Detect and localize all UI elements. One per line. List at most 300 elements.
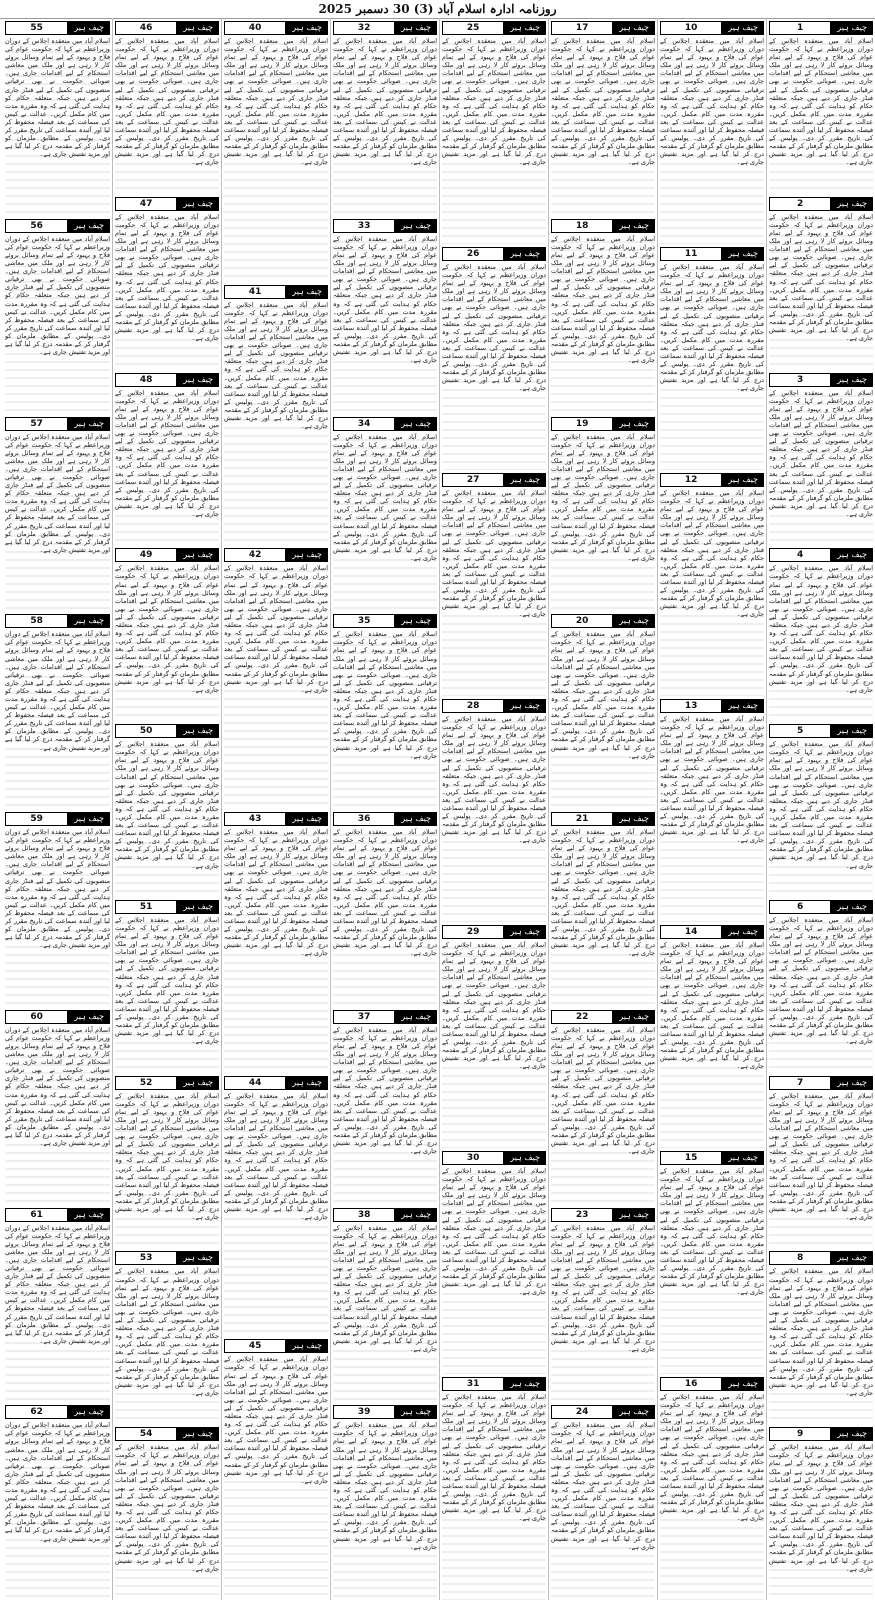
article-header [224, 548, 328, 562]
article-label: چیف ہیر [395, 21, 437, 35]
article [224, 809, 328, 1073]
article [769, 721, 873, 897]
article-header [551, 417, 655, 431]
article-body: اسلام آباد میں منعقدہ اجلاس کے دوران وزیراعظم نے کہا کہ حکومت عوام کی فلاح و بہبود کے لیے تمام وسائل بروئے کار لا رہی ہے اور ملک میں معاشی استحکام کے لیے اقدامات جاری ہیں۔ صوبائی حکومت نے بھی ترقیاتی منصوبوں کی تکمیل کے لیے فنڈز جاری کر دیے ہیں جبکہ متعلقہ حکام کو ہدایت کی گئی ہے کہ وہ مقررہ مدت میں کام مکمل کریں۔ عدالت نے کیس کی سماعت کے بعد فیصلہ محفوظ کر لیا اور آئندہ سماعت کی تاریخ مقرر کر دی۔ پولیس کے مطابق ملزمان کو گرفتار کر کے مقدمہ درج کر لیا گیا ہے اور مزید تفتیش جاری ہے۔ [551, 1224, 655, 1403]
article [442, 1148, 546, 1374]
article-label: چیف ہیر [286, 285, 328, 299]
article-label: چیف ہیر [613, 219, 655, 233]
article-body: اسلام آباد میں منعقدہ اجلاس کے دوران وزیراعظم نے کہا کہ حکومت عوام کی فلاح و بہبود کے لیے تمام وسائل بروئے کار لا رہی ہے اور ملک میں معاشی استحکام کے لیے اقدامات جاری ہیں۔ صوبائی حکومت نے بھی ترقیاتی منصوبوں کی تکمیل کے لیے فنڈز جاری کر دیے ہیں جبکہ متعلقہ حکام کو ہدایت کی گئی ہے کہ وہ مقررہ مدت میں کام مکمل کریں۔ عدالت نے کیس کی سماعت کے بعد فیصلہ محفوظ کر لیا اور آئندہ سماعت کی تاریخ مقرر کر دی۔ پولیس کے مطابق ملزمان کو گرفتار کر کے مقدمہ درج کر لیا گیا ہے اور مزید تفتیش جاری ہے۔ [660, 263, 764, 470]
article [224, 18, 328, 282]
article-number: 21 [551, 812, 613, 826]
article-label: چیف ہیر [286, 812, 328, 826]
article-header [333, 417, 437, 431]
column [548, 18, 657, 1600]
article [333, 1007, 437, 1205]
article-body: اسلام آباد میں منعقدہ اجلاس کے دوران وزیراعظم نے کہا کہ حکومت عوام کی فلاح و بہبود کے لیے تمام وسائل بروئے کار لا رہی ہے اور ملک میں معاشی استحکام کے لیے اقدامات جاری ہیں۔ صوبائی حکومت نے بھی ترقیاتی منصوبوں کی تکمیل کے لیے فنڈز جاری کر دیے ہیں جبکہ متعلقہ حکام کو ہدایت کی گئی ہے کہ وہ مقررہ مدت میں کام مکمل کریں۔ عدالت نے کیس کی سماعت کے بعد فیصلہ محفوظ کر لیا اور آئندہ سماعت کی تاریخ مقرر کر دی۔ پولیس کے مطابق ملزمان کو گرفتار کر کے مقدمہ درج کر لیا گیا ہے اور مزید تفتیش جاری ہے۔ [5, 630, 110, 809]
article-label: چیف ہیر [831, 548, 873, 562]
article [769, 370, 873, 546]
article-label: چیف ہیر [504, 699, 546, 713]
article [333, 216, 437, 414]
article-label: چیف ہیر [831, 373, 873, 387]
article-label: چیف ہیر [177, 548, 219, 562]
article-label: چیف ہیر [395, 1010, 437, 1024]
masthead [0, 0, 875, 19]
article [769, 18, 873, 194]
article-number: 43 [224, 812, 286, 826]
article-label: چیف ہیر [831, 1251, 873, 1265]
article-body: اسلام آباد میں منعقدہ اجلاس کے دوران وزیراعظم نے کہا کہ حکومت عوام کی فلاح و بہبود کے لیے تمام وسائل بروئے کار لا رہی ہے اور ملک میں معاشی استحکام کے لیے اقدامات جاری ہیں۔ صوبائی حکومت نے بھی ترقیاتی منصوبوں کی تکمیل کے لیے فنڈز جاری کر دیے ہیں جبکہ متعلقہ حکام کو ہدایت کی گئی ہے کہ وہ مقررہ مدت میں کام مکمل کریں۔ عدالت نے کیس کی سماعت کے بعد فیصلہ محفوظ کر لیا اور آئندہ سماعت کی تاریخ مقرر کر دی۔ پولیس کے مطابق ملزمان کو گرفتار کر کے مقدمہ درج کر لیا گیا ہے اور مزید تفتیش جاری ہے۔ [5, 1026, 110, 1205]
article [660, 696, 764, 922]
article-header [769, 1427, 873, 1441]
article-label: چیف ہیر [68, 219, 110, 233]
article-header [115, 1251, 219, 1265]
article [115, 370, 219, 546]
article-body: اسلام آباد میں منعقدہ اجلاس کے دوران وزیراعظم نے کہا کہ حکومت عوام کی فلاح و بہبود کے لیے تمام وسائل بروئے کار لا رہی ہے اور ملک میں معاشی استحکام کے لیے اقدامات جاری ہیں۔ صوبائی حکومت نے بھی ترقیاتی منصوبوں کی تکمیل کے لیے فنڈز جاری کر دیے ہیں جبکہ متعلقہ حکام کو ہدایت کی گئی ہے کہ وہ مقررہ مدت میں کام مکمل کریں۔ عدالت نے کیس کی سماعت کے بعد فیصلہ محفوظ کر لیا اور آئندہ سماعت کی تاریخ مقرر کر دی۔ پولیس کے مطابق ملزمان کو گرفتار کر کے مقدمہ درج کر لیا گیا ہے اور مزید تفتیش جاری ہے۔ [224, 1355, 328, 1600]
article-header [224, 21, 328, 35]
article [769, 194, 873, 370]
article [333, 611, 437, 809]
article-label: چیف ہیر [177, 1076, 219, 1090]
article-label: چیف ہیر [395, 812, 437, 826]
article-body: اسلام آباد میں منعقدہ اجلاس کے دوران وزیراعظم نے کہا کہ حکومت عوام کی فلاح و بہبود کے لیے تمام وسائل بروئے کار لا رہی ہے اور ملک میں معاشی استحکام کے لیے اقدامات جاری ہیں۔ صوبائی حکومت نے بھی ترقیاتی منصوبوں کی تکمیل کے لیے فنڈز جاری کر دیے ہیں جبکہ متعلقہ حکام کو ہدایت کی گئی ہے کہ وہ مقررہ مدت میں کام مکمل کریں۔ عدالت نے کیس کی سماعت کے بعد فیصلہ محفوظ کر لیا اور آئندہ سماعت کی تاریخ مقرر کر دی۔ پولیس کے مطابق ملزمان کو گرفتار کر کے مقدمہ درج کر لیا گیا ہے اور مزید تفتیش جاری ہے۔ [115, 564, 219, 721]
article [551, 1402, 655, 1600]
article-number: 57 [5, 417, 68, 431]
article-body: اسلام آباد میں منعقدہ اجلاس کے دوران وزیراعظم نے کہا کہ حکومت عوام کی فلاح و بہبود کے لیے تمام وسائل بروئے کار لا رہی ہے اور ملک میں معاشی استحکام کے لیے اقدامات جاری ہیں۔ صوبائی حکومت نے بھی ترقیاتی منصوبوں کی تکمیل کے لیے فنڈز جاری کر دیے ہیں جبکہ متعلقہ حکام کو ہدایت کی گئی ہے کہ وہ مقررہ مدت میں کام مکمل کریں۔ عدالت نے کیس کی سماعت کے بعد فیصلہ محفوظ کر لیا اور آئندہ سماعت کی تاریخ مقرر کر دی۔ پولیس کے مطابق ملزمان کو گرفتار کر کے مقدمہ درج کر لیا گیا ہے اور مزید تفتیش جاری ہے۔ [551, 433, 655, 612]
article [769, 1248, 873, 1424]
article-number: 1 [769, 21, 831, 35]
article-body: اسلام آباد میں منعقدہ اجلاس کے دوران وزیراعظم نے کہا کہ حکومت عوام کی فلاح و بہبود کے لیے تمام وسائل بروئے کار لا رہی ہے اور ملک میں معاشی استحکام کے لیے اقدامات جاری ہیں۔ صوبائی حکومت نے بھی ترقیاتی منصوبوں کی تکمیل کے لیے فنڈز جاری کر دیے ہیں جبکہ متعلقہ حکام کو ہدایت کی گئی ہے کہ وہ مقررہ مدت میں کام مکمل کریں۔ عدالت نے کیس کی سماعت کے بعد فیصلہ محفوظ کر لیا اور آئندہ سماعت کی تاریخ مقرر کر دی۔ پولیس کے مطابق ملزمان کو گرفتار کر کے مقدمہ درج کر لیا گیا ہے اور مزید تفتیش جاری ہے۔ [5, 433, 110, 612]
article [769, 545, 873, 721]
article-number: 41 [224, 285, 286, 299]
article-body: اسلام آباد میں منعقدہ اجلاس کے دوران وزیراعظم نے کہا کہ حکومت عوام کی فلاح و بہبود کے لیے تمام وسائل بروئے کار لا رہی ہے اور ملک میں معاشی استحکام کے لیے اقدامات جاری ہیں۔ صوبائی حکومت نے بھی ترقیاتی منصوبوں کی تکمیل کے لیے فنڈز جاری کر دیے ہیں جبکہ متعلقہ حکام کو ہدایت کی گئی ہے کہ وہ مقررہ مدت میں کام مکمل کریں۔ عدالت نے کیس کی سماعت کے بعد فیصلہ محفوظ کر لیا اور آئندہ سماعت کی تاریخ مقرر کر دی۔ پولیس کے مطابق ملزمان کو گرفتار کر کے مقدمہ درج کر لیا گیا ہے اور مزید تفتیش جاری ہے۔ [551, 630, 655, 809]
masthead-title: روزنامہ ادارہ اسلام آباد (3) 30 دسمبر 2025 [318, 2, 557, 16]
article [442, 1374, 546, 1600]
article-number: 51 [115, 900, 177, 914]
article-number: 38 [333, 1208, 395, 1222]
article [224, 282, 328, 546]
article-number: 2 [769, 197, 831, 211]
article [224, 1336, 328, 1600]
article-header [551, 1405, 655, 1419]
article-body: اسلام آباد میں منعقدہ اجلاس کے دوران وزیراعظم نے کہا کہ حکومت عوام کی فلاح و بہبود کے لیے تمام وسائل بروئے کار لا رہی ہے اور ملک میں معاشی استحکام کے لیے اقدامات جاری ہیں۔ صوبائی حکومت نے بھی ترقیاتی منصوبوں کی تکمیل کے لیے فنڈز جاری کر دیے ہیں جبکہ متعلقہ حکام کو ہدایت کی گئی ہے کہ وہ مقررہ مدت میں کام مکمل کریں۔ عدالت نے کیس کی سماعت کے بعد فیصلہ محفوظ کر لیا اور آئندہ سماعت کی تاریخ مقرر کر دی۔ پولیس کے مطابق ملزمان کو گرفتار کر کے مقدمہ درج کر لیا گیا ہے اور مزید تفتیش جاری ہے۔ [333, 433, 437, 612]
article [551, 216, 655, 414]
article-header [333, 219, 437, 233]
article [442, 18, 546, 244]
article-label: چیف ہیر [831, 197, 873, 211]
article [333, 809, 437, 1007]
article-body: اسلام آباد میں منعقدہ اجلاس کے دوران وزیراعظم نے کہا کہ حکومت عوام کی فلاح و بہبود کے لیے تمام وسائل بروئے کار لا رہی ہے اور ملک میں معاشی استحکام کے لیے اقدامات جاری ہیں۔ صوبائی حکومت نے بھی ترقیاتی منصوبوں کی تکمیل کے لیے فنڈز جاری کر دیے ہیں جبکہ متعلقہ حکام کو ہدایت کی گئی ہے کہ وہ مقررہ مدت میں کام مکمل کریں۔ عدالت نے کیس کی سماعت کے بعد فیصلہ محفوظ کر لیا اور آئندہ سماعت کی تاریخ مقرر کر دی۔ پولیس کے مطابق ملزمان کو گرفتار کر کے مقدمہ درج کر لیا گیا ہے اور مزید تفتیش جاری ہے۔ [115, 916, 219, 1073]
article-body: اسلام آباد میں منعقدہ اجلاس کے دوران وزیراعظم نے کہا کہ حکومت عوام کی فلاح و بہبود کے لیے تمام وسائل بروئے کار لا رہی ہے اور ملک میں معاشی استحکام کے لیے اقدامات جاری ہیں۔ صوبائی حکومت نے بھی ترقیاتی منصوبوں کی تکمیل کے لیے فنڈز جاری کر دیے ہیں جبکہ متعلقہ حکام کو ہدایت کی گئی ہے کہ وہ مقررہ مدت میں کام مکمل کریں۔ عدالت نے کیس کی سماعت کے بعد فیصلہ محفوظ کر لیا اور آئندہ سماعت کی تاریخ مقرر کر دی۔ پولیس کے مطابق ملزمان کو گرفتار کر کے مقدمہ درج کر لیا گیا ہے اور مزید تفتیش جاری ہے۔ [442, 1167, 546, 1374]
article [551, 1007, 655, 1205]
article-number: 12 [660, 473, 722, 487]
article-label: چیف ہیر [68, 417, 110, 431]
article-header [551, 21, 655, 35]
article-label: چیف ہیر [613, 1208, 655, 1222]
article-body: اسلام آباد میں منعقدہ اجلاس کے دوران وزیراعظم نے کہا کہ حکومت عوام کی فلاح و بہبود کے لیے تمام وسائل بروئے کار لا رہی ہے اور ملک میں معاشی استحکام کے لیے اقدامات جاری ہیں۔ صوبائی حکومت نے بھی ترقیاتی منصوبوں کی تکمیل کے لیے فنڈز جاری کر دیے ہیں جبکہ متعلقہ حکام کو ہدایت کی گئی ہے کہ وہ مقررہ مدت میں کام مکمل کریں۔ عدالت نے کیس کی سماعت کے بعد فیصلہ محفوظ کر لیا اور آئندہ سماعت کی تاریخ مقرر کر دی۔ پولیس کے مطابق ملزمان کو گرفتار کر کے مقدمہ درج کر لیا گیا ہے اور مزید تفتیش جاری ہے۔ [333, 37, 437, 216]
article-label: چیف ہیر [831, 21, 873, 35]
article-body: اسلام آباد میں منعقدہ اجلاس کے دوران وزیراعظم نے کہا کہ حکومت عوام کی فلاح و بہبود کے لیے تمام وسائل بروئے کار لا رہی ہے اور ملک میں معاشی استحکام کے لیے اقدامات جاری ہیں۔ صوبائی حکومت نے بھی ترقیاتی منصوبوں کی تکمیل کے لیے فنڈز جاری کر دیے ہیں جبکہ متعلقہ حکام کو ہدایت کی گئی ہے کہ وہ مقررہ مدت میں کام مکمل کریں۔ عدالت نے کیس کی سماعت کے بعد فیصلہ محفوظ کر لیا اور آئندہ سماعت کی تاریخ مقرر کر دی۔ پولیس کے مطابق ملزمان کو گرفتار کر کے مقدمہ درج کر لیا گیا ہے اور مزید تفتیش جاری ہے۔ [660, 489, 764, 696]
article-number: 4 [769, 548, 831, 562]
article-header [769, 373, 873, 387]
article-label: چیف ہیر [177, 1427, 219, 1441]
article-number: 19 [551, 417, 613, 431]
article-label: چیف ہیر [177, 21, 219, 35]
article-header [5, 1405, 110, 1419]
article-label: چیف ہیر [831, 724, 873, 738]
article-body: اسلام آباد میں منعقدہ اجلاس کے دوران وزیراعظم نے کہا کہ حکومت عوام کی فلاح و بہبود کے لیے تمام وسائل بروئے کار لا رہی ہے اور ملک میں معاشی استحکام کے لیے اقدامات جاری ہیں۔ صوبائی حکومت نے بھی ترقیاتی منصوبوں کی تکمیل کے لیے فنڈز جاری کر دیے ہیں جبکہ متعلقہ حکام کو ہدایت کی گئی ہے کہ وہ مقررہ مدت میں کام مکمل کریں۔ عدالت نے کیس کی سماعت کے بعد فیصلہ محفوظ کر لیا اور آئندہ سماعت کی تاریخ مقرر کر دی۔ پولیس کے مطابق ملزمان کو گرفتار کر کے مقدمہ درج کر لیا گیا ہے اور مزید تفتیش جاری ہے۔ [115, 1092, 219, 1249]
article-body: اسلام آباد میں منعقدہ اجلاس کے دوران وزیراعظم نے کہا کہ حکومت عوام کی فلاح و بہبود کے لیے تمام وسائل بروئے کار لا رہی ہے اور ملک میں معاشی استحکام کے لیے اقدامات جاری ہیں۔ صوبائی حکومت نے بھی ترقیاتی منصوبوں کی تکمیل کے لیے فنڈز جاری کر دیے ہیں جبکہ متعلقہ حکام کو ہدایت کی گئی ہے کہ وہ مقررہ مدت میں کام مکمل کریں۔ عدالت نے کیس کی سماعت کے بعد فیصلہ محفوظ کر لیا اور آئندہ سماعت کی تاریخ مقرر کر دی۔ پولیس کے مطابق ملزمان کو گرفتار کر کے مقدمہ درج کر لیا گیا ہے اور مزید تفتیش جاری ہے۔ [769, 1267, 873, 1424]
article-header [333, 812, 437, 826]
article-number: 60 [5, 1010, 68, 1024]
article-header [333, 614, 437, 628]
article-header [660, 473, 764, 487]
article-header [769, 21, 873, 35]
article-label: چیف ہیر [177, 900, 219, 914]
article-body: اسلام آباد میں منعقدہ اجلاس کے دوران وزیراعظم نے کہا کہ حکومت عوام کی فلاح و بہبود کے لیے تمام وسائل بروئے کار لا رہی ہے اور ملک میں معاشی استحکام کے لیے اقدامات جاری ہیں۔ صوبائی حکومت نے بھی ترقیاتی منصوبوں کی تکمیل کے لیے فنڈز جاری کر دیے ہیں جبکہ متعلقہ حکام کو ہدایت کی گئی ہے کہ وہ مقررہ مدت میں کام مکمل کریں۔ عدالت نے کیس کی سماعت کے بعد فیصلہ محفوظ کر لیا اور آئندہ سماعت کی تاریخ مقرر کر دی۔ پولیس کے مطابق ملزمان کو گرفتار کر کے مقدمہ درج کر لیا گیا ہے اور مزید تفتیش جاری ہے۔ [115, 740, 219, 897]
article-number: 13 [660, 699, 722, 713]
article-number: 35 [333, 614, 395, 628]
article-number: 47 [115, 197, 177, 211]
article-body: اسلام آباد میں منعقدہ اجلاس کے دوران وزیراعظم نے کہا کہ حکومت عوام کی فلاح و بہبود کے لیے تمام وسائل بروئے کار لا رہی ہے اور ملک میں معاشی استحکام کے لیے اقدامات جاری ہیں۔ صوبائی حکومت نے بھی ترقیاتی منصوبوں کی تکمیل کے لیے فنڈز جاری کر دیے ہیں جبکہ متعلقہ حکام کو ہدایت کی گئی ہے کہ وہ مقررہ مدت میں کام مکمل کریں۔ عدالت نے کیس کی سماعت کے بعد فیصلہ محفوظ کر لیا اور آئندہ سماعت کی تاریخ مقرر کر دی۔ پولیس کے مطابق ملزمان کو گرفتار کر کے مقدمہ درج کر لیا گیا ہے اور مزید تفتیش جاری ہے۔ [442, 715, 546, 922]
article-number: 46 [115, 21, 177, 35]
column [439, 18, 548, 1600]
article-header [442, 473, 546, 487]
article-label: چیف ہیر [613, 812, 655, 826]
article-label: چیف ہیر [395, 1405, 437, 1419]
article-header [551, 1010, 655, 1024]
article-label: چیف ہیر [722, 473, 764, 487]
article-label: چیف ہیر [722, 247, 764, 261]
article-label: چیف ہیر [504, 925, 546, 939]
article-body: اسلام آباد میں منعقدہ اجلاس کے دوران وزیراعظم نے کہا کہ حکومت عوام کی فلاح و بہبود کے لیے تمام وسائل بروئے کار لا رہی ہے اور ملک میں معاشی استحکام کے لیے اقدامات جاری ہیں۔ صوبائی حکومت نے بھی ترقیاتی منصوبوں کی تکمیل کے لیے فنڈز جاری کر دیے ہیں جبکہ متعلقہ حکام کو ہدایت کی گئی ہے کہ وہ مقررہ مدت میں کام مکمل کریں۔ عدالت نے کیس کی سماعت کے بعد فیصلہ محفوظ کر لیا اور آئندہ سماعت کی تاریخ مقرر کر دی۔ پولیس کے مطابق ملزمان کو گرفتار کر کے مقدمہ درج کر لیا گیا ہے اور مزید تفتیش جاری ہے۔ [551, 1421, 655, 1600]
article [769, 897, 873, 1073]
article-body: اسلام آباد میں منعقدہ اجلاس کے دوران وزیراعظم نے کہا کہ حکومت عوام کی فلاح و بہبود کے لیے تمام وسائل بروئے کار لا رہی ہے اور ملک میں معاشی استحکام کے لیے اقدامات جاری ہیں۔ صوبائی حکومت نے بھی ترقیاتی منصوبوں کی تکمیل کے لیے فنڈز جاری کر دیے ہیں جبکہ متعلقہ حکام کو ہدایت کی گئی ہے کہ وہ مقررہ مدت میں کام مکمل کریں۔ عدالت نے کیس کی سماعت کے بعد فیصلہ محفوظ کر لیا اور آئندہ سماعت کی تاریخ مقرر کر دی۔ پولیس کے مطابق ملزمان کو گرفتار کر کے مقدمہ درج کر لیا گیا ہے اور مزید تفتیش جاری ہے۔ [769, 1092, 873, 1249]
article-body: اسلام آباد میں منعقدہ اجلاس کے دوران وزیراعظم نے کہا کہ حکومت عوام کی فلاح و بہبود کے لیے تمام وسائل بروئے کار لا رہی ہے اور ملک میں معاشی استحکام کے لیے اقدامات جاری ہیں۔ صوبائی حکومت نے بھی ترقیاتی منصوبوں کی تکمیل کے لیے فنڈز جاری کر دیے ہیں جبکہ متعلقہ حکام کو ہدایت کی گئی ہے کہ وہ مقررہ مدت میں کام مکمل کریں۔ عدالت نے کیس کی سماعت کے بعد فیصلہ محفوظ کر لیا اور آئندہ سماعت کی تاریخ مقرر کر دی۔ پولیس کے مطابق ملزمان کو گرفتار کر کے مقدمہ درج کر لیا گیا ہے اور مزید تفتیش جاری ہے۔ [660, 1167, 764, 1374]
article-header [442, 247, 546, 261]
article-body: اسلام آباد میں منعقدہ اجلاس کے دوران وزیراعظم نے کہا کہ حکومت عوام کی فلاح و بہبود کے لیے تمام وسائل بروئے کار لا رہی ہے اور ملک میں معاشی استحکام کے لیے اقدامات جاری ہیں۔ صوبائی حکومت نے بھی ترقیاتی منصوبوں کی تکمیل کے لیے فنڈز جاری کر دیے ہیں جبکہ متعلقہ حکام کو ہدایت کی گئی ہے کہ وہ مقررہ مدت میں کام مکمل کریں۔ عدالت نے کیس کی سماعت کے بعد فیصلہ محفوظ کر لیا اور آئندہ سماعت کی تاریخ مقرر کر دی۔ پولیس کے مطابق ملزمان کو گرفتار کر کے مقدمہ درج کر لیا گیا ہے اور مزید تفتیش جاری ہے۔ [769, 213, 873, 370]
article-header [5, 219, 110, 233]
article [5, 414, 110, 612]
article [115, 18, 219, 194]
columns-container [0, 18, 875, 1600]
article-header [115, 724, 219, 738]
article-label: چیف ہیر [613, 417, 655, 431]
article-number: 36 [333, 812, 395, 826]
article-number: 29 [442, 925, 504, 939]
article-header [224, 285, 328, 299]
article-label: چیف ہیر [177, 1251, 219, 1265]
article-header [333, 21, 437, 35]
article-label: چیف ہیر [613, 21, 655, 35]
article-header [551, 1208, 655, 1222]
article-label: چیف ہیر [395, 219, 437, 233]
article-label: چیف ہیر [831, 900, 873, 914]
article-number: 3 [769, 373, 831, 387]
article-label: چیف ہیر [722, 21, 764, 35]
article [115, 1248, 219, 1424]
article [5, 809, 110, 1007]
article-body: اسلام آباد میں منعقدہ اجلاس کے دوران وزیراعظم نے کہا کہ حکومت عوام کی فلاح و بہبود کے لیے تمام وسائل بروئے کار لا رہی ہے اور ملک میں معاشی استحکام کے لیے اقدامات جاری ہیں۔ صوبائی حکومت نے بھی ترقیاتی منصوبوں کی تکمیل کے لیے فنڈز جاری کر دیے ہیں جبکہ متعلقہ حکام کو ہدایت کی گئی ہے کہ وہ مقررہ مدت میں کام مکمل کریں۔ عدالت نے کیس کی سماعت کے بعد فیصلہ محفوظ کر لیا اور آئندہ سماعت کی تاریخ مقرر کر دی۔ پولیس کے مطابق ملزمان کو گرفتار کر کے مقدمہ درج کر لیا گیا ہے اور مزید تفتیش جاری ہے۔ [551, 1026, 655, 1205]
article-label: چیف ہیر [68, 614, 110, 628]
article [769, 1424, 873, 1600]
article [660, 470, 764, 696]
article [551, 1205, 655, 1403]
column [221, 18, 330, 1600]
article [5, 216, 110, 414]
article-header [769, 724, 873, 738]
article-header [5, 1208, 110, 1222]
article-header [442, 1151, 546, 1165]
article-body: اسلام آباد میں منعقدہ اجلاس کے دوران وزیراعظم نے کہا کہ حکومت عوام کی فلاح و بہبود کے لیے تمام وسائل بروئے کار لا رہی ہے اور ملک میں معاشی استحکام کے لیے اقدامات جاری ہیں۔ صوبائی حکومت نے بھی ترقیاتی منصوبوں کی تکمیل کے لیے فنڈز جاری کر دیے ہیں جبکہ متعلقہ حکام کو ہدایت کی گئی ہے کہ وہ مقررہ مدت میں کام مکمل کریں۔ عدالت نے کیس کی سماعت کے بعد فیصلہ محفوظ کر لیا اور آئندہ سماعت کی تاریخ مقرر کر دی۔ پولیس کے مطابق ملزمان کو گرفتار کر کے مقدمہ درج کر لیا گیا ہے اور مزید تفتیش جاری ہے۔ [551, 37, 655, 216]
article-number: 61 [5, 1208, 68, 1222]
article-number: 31 [442, 1377, 504, 1391]
article-header [5, 614, 110, 628]
article-label: چیف ہیر [722, 699, 764, 713]
article-number: 24 [551, 1405, 613, 1419]
article-label: چیف ہیر [286, 548, 328, 562]
article-label: چیف ہیر [68, 21, 110, 35]
article-number: 48 [115, 373, 177, 387]
article-number: 49 [115, 548, 177, 562]
article-body: اسلام آباد میں منعقدہ اجلاس کے دوران وزیراعظم نے کہا کہ حکومت عوام کی فلاح و بہبود کے لیے تمام وسائل بروئے کار لا رہی ہے اور ملک میں معاشی استحکام کے لیے اقدامات جاری ہیں۔ صوبائی حکومت نے بھی ترقیاتی منصوبوں کی تکمیل کے لیے فنڈز جاری کر دیے ہیں جبکہ متعلقہ حکام کو ہدایت کی گئی ہے کہ وہ مقررہ مدت میں کام مکمل کریں۔ عدالت نے کیس کی سماعت کے بعد فیصلہ محفوظ کر لیا اور آئندہ سماعت کی تاریخ مقرر کر دی۔ پولیس کے مطابق ملزمان کو گرفتار کر کے مقدمہ درج کر لیا گیا ہے اور مزید تفتیش جاری ہے۔ [660, 715, 764, 922]
article-label: چیف ہیر [177, 724, 219, 738]
article-label: چیف ہیر [395, 417, 437, 431]
column [112, 18, 221, 1600]
article-header [660, 21, 764, 35]
article-number: 22 [551, 1010, 613, 1024]
article-body: اسلام آباد میں منعقدہ اجلاس کے دوران وزیراعظم نے کہا کہ حکومت عوام کی فلاح و بہبود کے لیے تمام وسائل بروئے کار لا رہی ہے اور ملک میں معاشی استحکام کے لیے اقدامات جاری ہیں۔ صوبائی حکومت نے بھی ترقیاتی منصوبوں کی تکمیل کے لیے فنڈز جاری کر دیے ہیں جبکہ متعلقہ حکام کو ہدایت کی گئی ہے کہ وہ مقررہ مدت میں کام مکمل کریں۔ عدالت نے کیس کی سماعت کے بعد فیصلہ محفوظ کر لیا اور آئندہ سماعت کی تاریخ مقرر کر دی۔ پولیس کے مطابق ملزمان کو گرفتار کر کے مقدمہ درج کر لیا گیا ہے اور مزید تفتیش جاری ہے۔ [224, 37, 328, 282]
article-header [115, 548, 219, 562]
article [5, 1205, 110, 1403]
article-body: اسلام آباد میں منعقدہ اجلاس کے دوران وزیراعظم نے کہا کہ حکومت عوام کی فلاح و بہبود کے لیے تمام وسائل بروئے کار لا رہی ہے اور ملک میں معاشی استحکام کے لیے اقدامات جاری ہیں۔ صوبائی حکومت نے بھی ترقیاتی منصوبوں کی تکمیل کے لیے فنڈز جاری کر دیے ہیں جبکہ متعلقہ حکام کو ہدایت کی گئی ہے کہ وہ مقررہ مدت میں کام مکمل کریں۔ عدالت نے کیس کی سماعت کے بعد فیصلہ محفوظ کر لیا اور آئندہ سماعت کی تاریخ مقرر کر دی۔ پولیس کے مطابق ملزمان کو گرفتار کر کے مقدمہ درج کر لیا گیا ہے اور مزید تفتیش جاری ہے۔ [551, 235, 655, 414]
article-label: چیف ہیر [722, 925, 764, 939]
article-label: چیف ہیر [504, 21, 546, 35]
article-header [115, 21, 219, 35]
article-header [769, 548, 873, 562]
article [115, 194, 219, 370]
article-number: 16 [660, 1377, 722, 1391]
article-header [115, 900, 219, 914]
article-header [660, 1377, 764, 1391]
article [224, 1073, 328, 1337]
article-number: 56 [5, 219, 68, 233]
article-body: اسلام آباد میں منعقدہ اجلاس کے دوران وزیراعظم نے کہا کہ حکومت عوام کی فلاح و بہبود کے لیے تمام وسائل بروئے کار لا رہی ہے اور ملک میں معاشی استحکام کے لیے اقدامات جاری ہیں۔ صوبائی حکومت نے بھی ترقیاتی منصوبوں کی تکمیل کے لیے فنڈز جاری کر دیے ہیں جبکہ متعلقہ حکام کو ہدایت کی گئی ہے کہ وہ مقررہ مدت میں کام مکمل کریں۔ عدالت نے کیس کی سماعت کے بعد فیصلہ محفوظ کر لیا اور آئندہ سماعت کی تاریخ مقرر کر دی۔ پولیس کے مطابق ملزمان کو گرفتار کر کے مقدمہ درج کر لیا گیا ہے اور مزید تفتیش جاری ہے۔ [769, 1443, 873, 1600]
article-number: 10 [660, 21, 722, 35]
article [769, 1073, 873, 1249]
article-body: اسلام آباد میں منعقدہ اجلاس کے دوران وزیراعظم نے کہا کہ حکومت عوام کی فلاح و بہبود کے لیے تمام وسائل بروئے کار لا رہی ہے اور ملک میں معاشی استحکام کے لیے اقدامات جاری ہیں۔ صوبائی حکومت نے بھی ترقیاتی منصوبوں کی تکمیل کے لیے فنڈز جاری کر دیے ہیں جبکہ متعلقہ حکام کو ہدایت کی گئی ہے کہ وہ مقررہ مدت میں کام مکمل کریں۔ عدالت نے کیس کی سماعت کے بعد فیصلہ محفوظ کر لیا اور آئندہ سماعت کی تاریخ مقرر کر دی۔ پولیس کے مطابق ملزمان کو گرفتار کر کے مقدمہ درج کر لیا گیا ہے اور مزید تفتیش جاری ہے۔ [5, 235, 110, 414]
column [330, 18, 439, 1600]
article-number: 14 [660, 925, 722, 939]
article-label: چیف ہیر [613, 614, 655, 628]
article-body: اسلام آباد میں منعقدہ اجلاس کے دوران وزیراعظم نے کہا کہ حکومت عوام کی فلاح و بہبود کے لیے تمام وسائل بروئے کار لا رہی ہے اور ملک میں معاشی استحکام کے لیے اقدامات جاری ہیں۔ صوبائی حکومت نے بھی ترقیاتی منصوبوں کی تکمیل کے لیے فنڈز جاری کر دیے ہیں جبکہ متعلقہ حکام کو ہدایت کی گئی ہے کہ وہ مقررہ مدت میں کام مکمل کریں۔ عدالت نے کیس کی سماعت کے بعد فیصلہ محفوظ کر لیا اور آئندہ سماعت کی تاریخ مقرر کر دی۔ پولیس کے مطابق ملزمان کو گرفتار کر کے مقدمہ درج کر لیا گیا ہے اور مزید تفتیش جاری ہے۔ [224, 828, 328, 1073]
article-body: اسلام آباد میں منعقدہ اجلاس کے دوران وزیراعظم نے کہا کہ حکومت عوام کی فلاح و بہبود کے لیے تمام وسائل بروئے کار لا رہی ہے اور ملک میں معاشی استحکام کے لیے اقدامات جاری ہیں۔ صوبائی حکومت نے بھی ترقیاتی منصوبوں کی تکمیل کے لیے فنڈز جاری کر دیے ہیں جبکہ متعلقہ حکام کو ہدایت کی گئی ہے کہ وہ مقررہ مدت میں کام مکمل کریں۔ عدالت نے کیس کی سماعت کے بعد فیصلہ محفوظ کر لیا اور آئندہ سماعت کی تاریخ مقرر کر دی۔ پولیس کے مطابق ملزمان کو گرفتار کر کے مقدمہ درج کر لیا گیا ہے اور مزید تفتیش جاری ہے۔ [115, 37, 219, 194]
article [551, 611, 655, 809]
article-number: 62 [5, 1405, 68, 1419]
article-number: 58 [5, 614, 68, 628]
article-number: 6 [769, 900, 831, 914]
article-number: 44 [224, 1076, 286, 1090]
article [115, 1424, 219, 1600]
article [115, 897, 219, 1073]
article-body: اسلام آباد میں منعقدہ اجلاس کے دوران وزیراعظم نے کہا کہ حکومت عوام کی فلاح و بہبود کے لیے تمام وسائل بروئے کار لا رہی ہے اور ملک میں معاشی استحکام کے لیے اقدامات جاری ہیں۔ صوبائی حکومت نے بھی ترقیاتی منصوبوں کی تکمیل کے لیے فنڈز جاری کر دیے ہیں جبکہ متعلقہ حکام کو ہدایت کی گئی ہے کہ وہ مقررہ مدت میں کام مکمل کریں۔ عدالت نے کیس کی سماعت کے بعد فیصلہ محفوظ کر لیا اور آئندہ سماعت کی تاریخ مقرر کر دی۔ پولیس کے مطابق ملزمان کو گرفتار کر کے مقدمہ درج کر لیا گیا ہے اور مزید تفتیش جاری ہے۔ [115, 1267, 219, 1424]
article-body: اسلام آباد میں منعقدہ اجلاس کے دوران وزیراعظم نے کہا کہ حکومت عوام کی فلاح و بہبود کے لیے تمام وسائل بروئے کار لا رہی ہے اور ملک میں معاشی استحکام کے لیے اقدامات جاری ہیں۔ صوبائی حکومت نے بھی ترقیاتی منصوبوں کی تکمیل کے لیے فنڈز جاری کر دیے ہیں جبکہ متعلقہ حکام کو ہدایت کی گئی ہے کہ وہ مقررہ مدت میں کام مکمل کریں۔ عدالت نے کیس کی سماعت کے بعد فیصلہ محفوظ کر لیا اور آئندہ سماعت کی تاریخ مقرر کر دی۔ پولیس کے مطابق ملزمان کو گرفتار کر کے مقدمہ درج کر لیا گیا ہے اور مزید تفتیش جاری ہے۔ [115, 213, 219, 370]
article-header [551, 614, 655, 628]
article-label: چیف ہیر [286, 21, 328, 35]
article-label: چیف ہیر [68, 1208, 110, 1222]
article-header [769, 900, 873, 914]
article-label: چیف ہیر [504, 473, 546, 487]
article-header [5, 417, 110, 431]
article-body: اسلام آباد میں منعقدہ اجلاس کے دوران وزیراعظم نے کہا کہ حکومت عوام کی فلاح و بہبود کے لیے تمام وسائل بروئے کار لا رہی ہے اور ملک میں معاشی استحکام کے لیے اقدامات جاری ہیں۔ صوبائی حکومت نے بھی ترقیاتی منصوبوں کی تکمیل کے لیے فنڈز جاری کر دیے ہیں جبکہ متعلقہ حکام کو ہدایت کی گئی ہے کہ وہ مقررہ مدت میں کام مکمل کریں۔ عدالت نے کیس کی سماعت کے بعد فیصلہ محفوظ کر لیا اور آئندہ سماعت کی تاریخ مقرر کر دی۔ پولیس کے مطابق ملزمان کو گرفتار کر کے مقدمہ درج کر لیا گیا ہے اور مزید تفتیش جاری ہے۔ [769, 564, 873, 721]
article [5, 1007, 110, 1205]
article-number: 34 [333, 417, 395, 431]
article-number: 15 [660, 1151, 722, 1165]
article-label: چیف ہیر [504, 1151, 546, 1165]
article-number: 45 [224, 1339, 286, 1353]
article-header [551, 219, 655, 233]
article [115, 1073, 219, 1249]
article-body: اسلام آباد میں منعقدہ اجلاس کے دوران وزیراعظم نے کہا کہ حکومت عوام کی فلاح و بہبود کے لیے تمام وسائل بروئے کار لا رہی ہے اور ملک میں معاشی استحکام کے لیے اقدامات جاری ہیں۔ صوبائی حکومت نے بھی ترقیاتی منصوبوں کی تکمیل کے لیے فنڈز جاری کر دیے ہیں جبکہ متعلقہ حکام کو ہدایت کی گئی ہے کہ وہ مقررہ مدت میں کام مکمل کریں۔ عدالت نے کیس کی سماعت کے بعد فیصلہ محفوظ کر لیا اور آئندہ سماعت کی تاریخ مقرر کر دی۔ پولیس کے مطابق ملزمان کو گرفتار کر کے مقدمہ درج کر لیا گیا ہے اور مزید تفتیش جاری ہے۔ [442, 1393, 546, 1600]
article [442, 470, 546, 696]
article-label: چیف ہیر [504, 1377, 546, 1391]
article-number: 37 [333, 1010, 395, 1024]
article-number: 42 [224, 548, 286, 562]
article [660, 922, 764, 1148]
article [333, 1402, 437, 1600]
article-number: 25 [442, 21, 504, 35]
article-header [115, 1427, 219, 1441]
article-label: چیف ہیر [68, 1010, 110, 1024]
article-number: 23 [551, 1208, 613, 1222]
article-body: اسلام آباد میں منعقدہ اجلاس کے دوران وزیراعظم نے کہا کہ حکومت عوام کی فلاح و بہبود کے لیے تمام وسائل بروئے کار لا رہی ہے اور ملک میں معاشی استحکام کے لیے اقدامات جاری ہیں۔ صوبائی حکومت نے بھی ترقیاتی منصوبوں کی تکمیل کے لیے فنڈز جاری کر دیے ہیں جبکہ متعلقہ حکام کو ہدایت کی گئی ہے کہ وہ مقررہ مدت میں کام مکمل کریں۔ عدالت نے کیس کی سماعت کے بعد فیصلہ محفوظ کر لیا اور آئندہ سماعت کی تاریخ مقرر کر دی۔ پولیس کے مطابق ملزمان کو گرفتار کر کے مقدمہ درج کر لیا گیا ہے اور مزید تفتیش جاری ہے۔ [115, 389, 219, 546]
article-label: چیف ہیر [286, 1339, 328, 1353]
article [115, 545, 219, 721]
article-body: اسلام آباد میں منعقدہ اجلاس کے دوران وزیراعظم نے کہا کہ حکومت عوام کی فلاح و بہبود کے لیے تمام وسائل بروئے کار لا رہی ہے اور ملک میں معاشی استحکام کے لیے اقدامات جاری ہیں۔ صوبائی حکومت نے بھی ترقیاتی منصوبوں کی تکمیل کے لیے فنڈز جاری کر دیے ہیں جبکہ متعلقہ حکام کو ہدایت کی گئی ہے کہ وہ مقررہ مدت میں کام مکمل کریں۔ عدالت نے کیس کی سماعت کے بعد فیصلہ محفوظ کر لیا اور آئندہ سماعت کی تاریخ مقرر کر دی۔ پولیس کے مطابق ملزمان کو گرفتار کر کے مقدمہ درج کر لیا گیا ہے اور مزید تفتیش جاری ہے۔ [115, 1443, 219, 1600]
article-number: 33 [333, 219, 395, 233]
article-label: چیف ہیر [831, 1427, 873, 1441]
column [657, 18, 766, 1600]
article-header [442, 1377, 546, 1391]
article-header [660, 247, 764, 261]
article [442, 696, 546, 922]
article-header [5, 21, 110, 35]
article-label: چیف ہیر [177, 197, 219, 211]
article-header [333, 1405, 437, 1419]
article [5, 1402, 110, 1600]
article-number: 39 [333, 1405, 395, 1419]
article-label: چیف ہیر [722, 1377, 764, 1391]
article-label: چیف ہیر [395, 1208, 437, 1222]
article-number: 9 [769, 1427, 831, 1441]
article-header [660, 699, 764, 713]
article-number: 8 [769, 1251, 831, 1265]
article-body: اسلام آباد میں منعقدہ اجلاس کے دوران وزیراعظم نے کہا کہ حکومت عوام کی فلاح و بہبود کے لیے تمام وسائل بروئے کار لا رہی ہے اور ملک میں معاشی استحکام کے لیے اقدامات جاری ہیں۔ صوبائی حکومت نے بھی ترقیاتی منصوبوں کی تکمیل کے لیے فنڈز جاری کر دیے ہیں جبکہ متعلقہ حکام کو ہدایت کی گئی ہے کہ وہ مقررہ مدت میں کام مکمل کریں۔ عدالت نے کیس کی سماعت کے بعد فیصلہ محفوظ کر لیا اور آئندہ سماعت کی تاریخ مقرر کر دی۔ پولیس کے مطابق ملزمان کو گرفتار کر کے مقدمہ درج کر لیا گیا ہے اور مزید تفتیش جاری ہے۔ [769, 740, 873, 897]
article-number: 18 [551, 219, 613, 233]
article-number: 59 [5, 812, 68, 826]
article [660, 18, 764, 244]
article [551, 809, 655, 1007]
article-number: 20 [551, 614, 613, 628]
article-body: اسلام آباد میں منعقدہ اجلاس کے دوران وزیراعظم نے کہا کہ حکومت عوام کی فلاح و بہبود کے لیے تمام وسائل بروئے کار لا رہی ہے اور ملک میں معاشی استحکام کے لیے اقدامات جاری ہیں۔ صوبائی حکومت نے بھی ترقیاتی منصوبوں کی تکمیل کے لیے فنڈز جاری کر دیے ہیں جبکہ متعلقہ حکام کو ہدایت کی گئی ہے کہ وہ مقررہ مدت میں کام مکمل کریں۔ عدالت نے کیس کی سماعت کے بعد فیصلہ محفوظ کر لیا اور آئندہ سماعت کی تاریخ مقرر کر دی۔ پولیس کے مطابق ملزمان کو گرفتار کر کے مقدمہ درج کر لیا گیا ہے اور مزید تفتیش جاری ہے۔ [5, 37, 110, 216]
article-number: 30 [442, 1151, 504, 1165]
article-header [769, 1251, 873, 1265]
article-header [5, 812, 110, 826]
article-label: چیف ہیر [286, 1076, 328, 1090]
article-body: اسلام آباد میں منعقدہ اجلاس کے دوران وزیراعظم نے کہا کہ حکومت عوام کی فلاح و بہبود کے لیے تمام وسائل بروئے کار لا رہی ہے اور ملک میں معاشی استحکام کے لیے اقدامات جاری ہیں۔ صوبائی حکومت نے بھی ترقیاتی منصوبوں کی تکمیل کے لیے فنڈز جاری کر دیے ہیں جبکہ متعلقہ حکام کو ہدایت کی گئی ہے کہ وہ مقررہ مدت میں کام مکمل کریں۔ عدالت نے کیس کی سماعت کے بعد فیصلہ محفوظ کر لیا اور آئندہ سماعت کی تاریخ مقرر کر دی۔ پولیس کے مطابق ملزمان کو گرفتار کر کے مقدمہ درج کر لیا گیا ہے اور مزید تفتیش جاری ہے۔ [224, 564, 328, 809]
article-label: چیف ہیر [68, 812, 110, 826]
article-label: چیف ہیر [613, 1010, 655, 1024]
article-number: 53 [115, 1251, 177, 1265]
article-label: چیف ہیر [613, 1405, 655, 1419]
article-header [442, 925, 546, 939]
article-body: اسلام آباد میں منعقدہ اجلاس کے دوران وزیراعظم نے کہا کہ حکومت عوام کی فلاح و بہبود کے لیے تمام وسائل بروئے کار لا رہی ہے اور ملک میں معاشی استحکام کے لیے اقدامات جاری ہیں۔ صوبائی حکومت نے بھی ترقیاتی منصوبوں کی تکمیل کے لیے فنڈز جاری کر دیے ہیں جبکہ متعلقہ حکام کو ہدایت کی گئی ہے کہ وہ مقررہ مدت میں کام مکمل کریں۔ عدالت نے کیس کی سماعت کے بعد فیصلہ محفوظ کر لیا اور آئندہ سماعت کی تاریخ مقرر کر دی۔ پولیس کے مطابق ملزمان کو گرفتار کر کے مقدمہ درج کر لیا گیا ہے اور مزید تفتیش جاری ہے۔ [224, 301, 328, 546]
article-body: اسلام آباد میں منعقدہ اجلاس کے دوران وزیراعظم نے کہا کہ حکومت عوام کی فلاح و بہبود کے لیے تمام وسائل بروئے کار لا رہی ہے اور ملک میں معاشی استحکام کے لیے اقدامات جاری ہیں۔ صوبائی حکومت نے بھی ترقیاتی منصوبوں کی تکمیل کے لیے فنڈز جاری کر دیے ہیں جبکہ متعلقہ حکام کو ہدایت کی گئی ہے کہ وہ مقررہ مدت میں کام مکمل کریں۔ عدالت نے کیس کی سماعت کے بعد فیصلہ محفوظ کر لیا اور آئندہ سماعت کی تاریخ مقرر کر دی۔ پولیس کے مطابق ملزمان کو گرفتار کر کے مقدمہ درج کر لیا گیا ہے اور مزید تفتیش جاری ہے۔ [5, 1224, 110, 1403]
article-body: اسلام آباد میں منعقدہ اجلاس کے دوران وزیراعظم نے کہا کہ حکومت عوام کی فلاح و بہبود کے لیے تمام وسائل بروئے کار لا رہی ہے اور ملک میں معاشی استحکام کے لیے اقدامات جاری ہیں۔ صوبائی حکومت نے بھی ترقیاتی منصوبوں کی تکمیل کے لیے فنڈز جاری کر دیے ہیں جبکہ متعلقہ حکام کو ہدایت کی گئی ہے کہ وہ مقررہ مدت میں کام مکمل کریں۔ عدالت نے کیس کی سماعت کے بعد فیصلہ محفوظ کر لیا اور آئندہ سماعت کی تاریخ مقرر کر دی۔ پولیس کے مطابق ملزمان کو گرفتار کر کے مقدمہ درج کر لیا گیا ہے اور مزید تفتیش جاری ہے۔ [551, 828, 655, 1007]
article-number: 17 [551, 21, 613, 35]
article-label: چیف ہیر [177, 373, 219, 387]
article [551, 414, 655, 612]
article [5, 18, 110, 216]
article-number: 7 [769, 1076, 831, 1090]
article [660, 1374, 764, 1600]
article-body: اسلام آباد میں منعقدہ اجلاس کے دوران وزیراعظم نے کہا کہ حکومت عوام کی فلاح و بہبود کے لیے تمام وسائل بروئے کار لا رہی ہے اور ملک میں معاشی استحکام کے لیے اقدامات جاری ہیں۔ صوبائی حکومت نے بھی ترقیاتی منصوبوں کی تکمیل کے لیے فنڈز جاری کر دیے ہیں جبکہ متعلقہ حکام کو ہدایت کی گئی ہے کہ وہ مقررہ مدت میں کام مکمل کریں۔ عدالت نے کیس کی سماعت کے بعد فیصلہ محفوظ کر لیا اور آئندہ سماعت کی تاریخ مقرر کر دی۔ پولیس کے مطابق ملزمان کو گرفتار کر کے مقدمہ درج کر لیا گیا ہے اور مزید تفتیش جاری ہے۔ [769, 916, 873, 1073]
article-header [115, 1076, 219, 1090]
article-body: اسلام آباد میں منعقدہ اجلاس کے دوران وزیراعظم نے کہا کہ حکومت عوام کی فلاح و بہبود کے لیے تمام وسائل بروئے کار لا رہی ہے اور ملک میں معاشی استحکام کے لیے اقدامات جاری ہیں۔ صوبائی حکومت نے بھی ترقیاتی منصوبوں کی تکمیل کے لیے فنڈز جاری کر دیے ہیں جبکہ متعلقہ حکام کو ہدایت کی گئی ہے کہ وہ مقررہ مدت میں کام مکمل کریں۔ عدالت نے کیس کی سماعت کے بعد فیصلہ محفوظ کر لیا اور آئندہ سماعت کی تاریخ مقرر کر دی۔ پولیس کے مطابق ملزمان کو گرفتار کر کے مقدمہ درج کر لیا گیا ہے اور مزید تفتیش جاری ہے۔ [333, 235, 437, 414]
article-header [442, 21, 546, 35]
article-body: اسلام آباد میں منعقدہ اجلاس کے دوران وزیراعظم نے کہا کہ حکومت عوام کی فلاح و بہبود کے لیے تمام وسائل بروئے کار لا رہی ہے اور ملک میں معاشی استحکام کے لیے اقدامات جاری ہیں۔ صوبائی حکومت نے بھی ترقیاتی منصوبوں کی تکمیل کے لیے فنڈز جاری کر دیے ہیں جبکہ متعلقہ حکام کو ہدایت کی گئی ہے کہ وہ مقررہ مدت میں کام مکمل کریں۔ عدالت نے کیس کی سماعت کے بعد فیصلہ محفوظ کر لیا اور آئندہ سماعت کی تاریخ مقرر کر دی۔ پولیس کے مطابق ملزمان کو گرفتار کر کے مقدمہ درج کر لیا گیا ہے اور مزید تفتیش جاری ہے۔ [442, 37, 546, 244]
article-number: 28 [442, 699, 504, 713]
article-header [769, 1076, 873, 1090]
article-header [115, 373, 219, 387]
article [5, 611, 110, 809]
article-body: اسلام آباد میں منعقدہ اجلاس کے دوران وزیراعظم نے کہا کہ حکومت عوام کی فلاح و بہبود کے لیے تمام وسائل بروئے کار لا رہی ہے اور ملک میں معاشی استحکام کے لیے اقدامات جاری ہیں۔ صوبائی حکومت نے بھی ترقیاتی منصوبوں کی تکمیل کے لیے فنڈز جاری کر دیے ہیں جبکہ متعلقہ حکام کو ہدایت کی گئی ہے کہ وہ مقررہ مدت میں کام مکمل کریں۔ عدالت نے کیس کی سماعت کے بعد فیصلہ محفوظ کر لیا اور آئندہ سماعت کی تاریخ مقرر کر دی۔ پولیس کے مطابق ملزمان کو گرفتار کر کے مقدمہ درج کر لیا گیا ہے اور مزید تفتیش جاری ہے۔ [660, 941, 764, 1148]
article [660, 1148, 764, 1374]
article-number: 50 [115, 724, 177, 738]
article-number: 26 [442, 247, 504, 261]
article-label: چیف ہیر [722, 1151, 764, 1165]
article-body: اسلام آباد میں منعقدہ اجلاس کے دوران وزیراعظم نے کہا کہ حکومت عوام کی فلاح و بہبود کے لیے تمام وسائل بروئے کار لا رہی ہے اور ملک میں معاشی استحکام کے لیے اقدامات جاری ہیں۔ صوبائی حکومت نے بھی ترقیاتی منصوبوں کی تکمیل کے لیے فنڈز جاری کر دیے ہیں جبکہ متعلقہ حکام کو ہدایت کی گئی ہے کہ وہ مقررہ مدت میں کام مکمل کریں۔ عدالت نے کیس کی سماعت کے بعد فیصلہ محفوظ کر لیا اور آئندہ سماعت کی تاریخ مقرر کر دی۔ پولیس کے مطابق ملزمان کو گرفتار کر کے مقدمہ درج کر لیا گیا ہے اور مزید تفتیش جاری ہے۔ [5, 828, 110, 1007]
article-label: چیف ہیر [68, 1405, 110, 1419]
article-number: 27 [442, 473, 504, 487]
article-label: چیف ہیر [831, 1076, 873, 1090]
article-header [224, 1339, 328, 1353]
column [766, 18, 875, 1600]
article-number: 32 [333, 21, 395, 35]
article-header [769, 197, 873, 211]
article [333, 18, 437, 216]
article [333, 1205, 437, 1403]
article-header [660, 925, 764, 939]
article [551, 18, 655, 216]
article-number: 40 [224, 21, 286, 35]
article-label: چیف ہیر [395, 614, 437, 628]
article-body: اسلام آباد میں منعقدہ اجلاس کے دوران وزیراعظم نے کہا کہ حکومت عوام کی فلاح و بہبود کے لیے تمام وسائل بروئے کار لا رہی ہے اور ملک میں معاشی استحکام کے لیے اقدامات جاری ہیں۔ صوبائی حکومت نے بھی ترقیاتی منصوبوں کی تکمیل کے لیے فنڈز جاری کر دیے ہیں جبکہ متعلقہ حکام کو ہدایت کی گئی ہے کہ وہ مقررہ مدت میں کام مکمل کریں۔ عدالت نے کیس کی سماعت کے بعد فیصلہ محفوظ کر لیا اور آئندہ سماعت کی تاریخ مقرر کر دی۔ پولیس کے مطابق ملزمان کو گرفتار کر کے مقدمہ درج کر لیا گیا ہے اور مزید تفتیش جاری ہے۔ [224, 1092, 328, 1337]
article-header [333, 1208, 437, 1222]
article [442, 922, 546, 1148]
article-body: اسلام آباد میں منعقدہ اجلاس کے دوران وزیراعظم نے کہا کہ حکومت عوام کی فلاح و بہبود کے لیے تمام وسائل بروئے کار لا رہی ہے اور ملک میں معاشی استحکام کے لیے اقدامات جاری ہیں۔ صوبائی حکومت نے بھی ترقیاتی منصوبوں کی تکمیل کے لیے فنڈز جاری کر دیے ہیں جبکہ متعلقہ حکام کو ہدایت کی گئی ہے کہ وہ مقررہ مدت میں کام مکمل کریں۔ عدالت نے کیس کی سماعت کے بعد فیصلہ محفوظ کر لیا اور آئندہ سماعت کی تاریخ مقرر کر دی۔ پولیس کے مطابق ملزمان کو گرفتار کر کے مقدمہ درج کر لیا گیا ہے اور مزید تفتیش جاری ہے۔ [442, 489, 546, 696]
article-number: 11 [660, 247, 722, 261]
article-body: اسلام آباد میں منعقدہ اجلاس کے دوران وزیراعظم نے کہا کہ حکومت عوام کی فلاح و بہبود کے لیے تمام وسائل بروئے کار لا رہی ہے اور ملک میں معاشی استحکام کے لیے اقدامات جاری ہیں۔ صوبائی حکومت نے بھی ترقیاتی منصوبوں کی تکمیل کے لیے فنڈز جاری کر دیے ہیں جبکہ متعلقہ حکام کو ہدایت کی گئی ہے کہ وہ مقررہ مدت میں کام مکمل کریں۔ عدالت نے کیس کی سماعت کے بعد فیصلہ محفوظ کر لیا اور آئندہ سماعت کی تاریخ مقرر کر دی۔ پولیس کے مطابق ملزمان کو گرفتار کر کے مقدمہ درج کر لیا گیا ہے اور مزید تفتیش جاری ہے۔ [769, 37, 873, 194]
article [115, 721, 219, 897]
article-number: 5 [769, 724, 831, 738]
article-header [224, 1076, 328, 1090]
article-body: اسلام آباد میں منعقدہ اجلاس کے دوران وزیراعظم نے کہا کہ حکومت عوام کی فلاح و بہبود کے لیے تمام وسائل بروئے کار لا رہی ہے اور ملک میں معاشی استحکام کے لیے اقدامات جاری ہیں۔ صوبائی حکومت نے بھی ترقیاتی منصوبوں کی تکمیل کے لیے فنڈز جاری کر دیے ہیں جبکہ متعلقہ حکام کو ہدایت کی گئی ہے کہ وہ مقررہ مدت میں کام مکمل کریں۔ عدالت نے کیس کی سماعت کے بعد فیصلہ محفوظ کر لیا اور آئندہ سماعت کی تاریخ مقرر کر دی۔ پولیس کے مطابق ملزمان کو گرفتار کر کے مقدمہ درج کر لیا گیا ہے اور مزید تفتیش جاری ہے۔ [660, 1393, 764, 1600]
article [442, 244, 546, 470]
column [3, 18, 112, 1600]
article-body: اسلام آباد میں منعقدہ اجلاس کے دوران وزیراعظم نے کہا کہ حکومت عوام کی فلاح و بہبود کے لیے تمام وسائل بروئے کار لا رہی ہے اور ملک میں معاشی استحکام کے لیے اقدامات جاری ہیں۔ صوبائی حکومت نے بھی ترقیاتی منصوبوں کی تکمیل کے لیے فنڈز جاری کر دیے ہیں جبکہ متعلقہ حکام کو ہدایت کی گئی ہے کہ وہ مقررہ مدت میں کام مکمل کریں۔ عدالت نے کیس کی سماعت کے بعد فیصلہ محفوظ کر لیا اور آئندہ سماعت کی تاریخ مقرر کر دی۔ پولیس کے مطابق ملزمان کو گرفتار کر کے مقدمہ درج کر لیا گیا ہے اور مزید تفتیش جاری ہے۔ [333, 1421, 437, 1600]
article-header [224, 812, 328, 826]
article-body: اسلام آباد میں منعقدہ اجلاس کے دوران وزیراعظم نے کہا کہ حکومت عوام کی فلاح و بہبود کے لیے تمام وسائل بروئے کار لا رہی ہے اور ملک میں معاشی استحکام کے لیے اقدامات جاری ہیں۔ صوبائی حکومت نے بھی ترقیاتی منصوبوں کی تکمیل کے لیے فنڈز جاری کر دیے ہیں جبکہ متعلقہ حکام کو ہدایت کی گئی ہے کہ وہ مقررہ مدت میں کام مکمل کریں۔ عدالت نے کیس کی سماعت کے بعد فیصلہ محفوظ کر لیا اور آئندہ سماعت کی تاریخ مقرر کر دی۔ پولیس کے مطابق ملزمان کو گرفتار کر کے مقدمہ درج کر لیا گیا ہے اور مزید تفتیش جاری ہے۔ [5, 1421, 110, 1600]
